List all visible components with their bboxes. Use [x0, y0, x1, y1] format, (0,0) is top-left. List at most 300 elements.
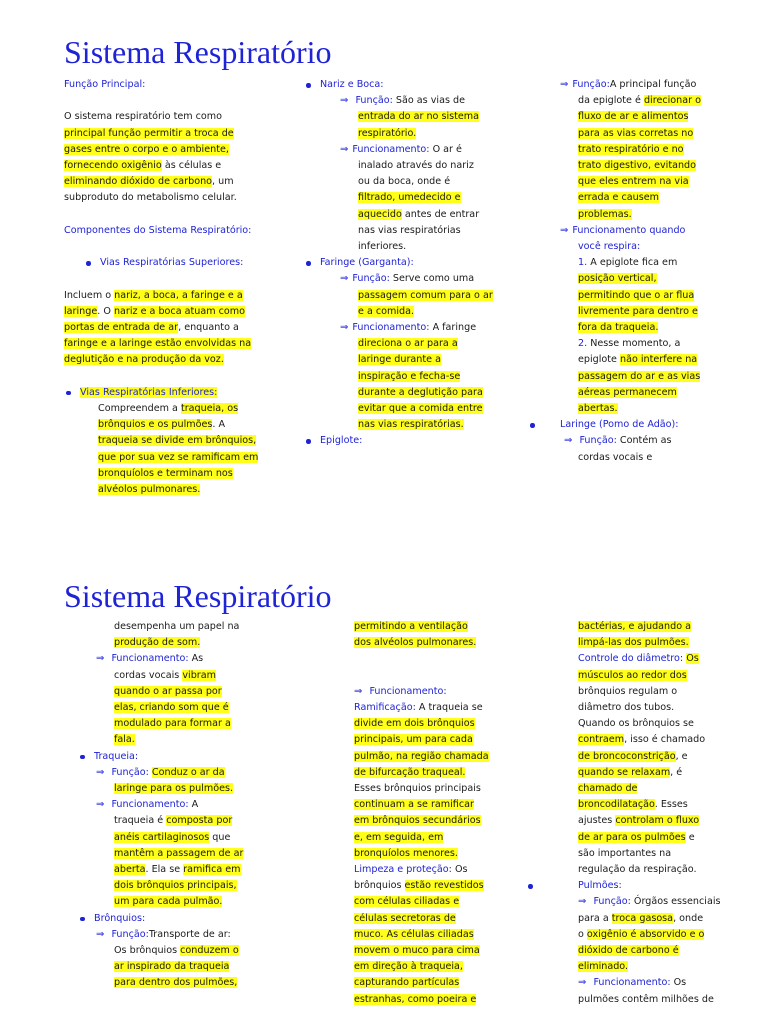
text-line: [80, 894, 280, 910]
text-run: fornecendo oxigênio: [64, 160, 162, 172]
text-line: [80, 862, 280, 878]
text-run: dois brônquios principais,: [114, 880, 237, 892]
text-run: A: [188, 799, 199, 811]
text-line: [64, 336, 274, 352]
text-run: eliminado.: [578, 961, 629, 973]
text-run: Conduz o ar da: [151, 766, 225, 778]
text-run: direciona o ar para a: [358, 338, 458, 350]
text-run: principal função permitir a troca de: [64, 127, 234, 139]
text-line: [560, 417, 720, 433]
column-2: [306, 77, 502, 450]
text-line: [306, 255, 502, 271]
text-line: [578, 651, 728, 667]
text-line: [578, 684, 728, 700]
text-run: com células ciliadas e: [354, 896, 460, 908]
text-run: em brônquios secundários: [354, 815, 481, 827]
text-run: passagem comum para o ar: [358, 289, 493, 301]
text-run: 1.: [578, 257, 588, 269]
text-run: bronquíolos menores.: [354, 847, 458, 859]
text-run: nariz, a boca, a faringe e a: [114, 289, 243, 301]
text-line: [560, 385, 720, 401]
text-run: eliminando dióxido de carbono: [64, 176, 213, 188]
text-line: [578, 635, 728, 651]
text-line: [560, 109, 720, 125]
text-line: [64, 352, 274, 368]
text-line: [354, 732, 494, 748]
text-run: Contém as: [616, 435, 672, 447]
text-run: epiglote: [578, 354, 620, 366]
text-line: [578, 813, 728, 829]
text-run: 2.: [578, 338, 588, 350]
text-run: muco. As células ciliadas: [354, 928, 474, 940]
text-run: Traqueia:: [94, 750, 139, 762]
page-2: [0, 512, 768, 1024]
text-run: ar inspirado da traqueia: [114, 961, 230, 973]
text-run: , onde: [673, 912, 704, 924]
bullet-icon: [80, 917, 85, 922]
text-run: inferiores.: [358, 241, 407, 253]
text-run: faringe e a laringe estão envolvidas na: [64, 338, 252, 350]
text-line: [80, 684, 280, 700]
text-line: [354, 797, 494, 813]
text-line: [80, 959, 280, 975]
text-run: limpá-las dos pulmões.: [578, 637, 689, 649]
text-line: [578, 797, 728, 813]
text-run: respiratório.: [358, 127, 417, 139]
text-run: Função:: [572, 79, 610, 90]
text-run: , é: [670, 766, 683, 778]
text-run: Função:: [108, 766, 149, 778]
text-line: [64, 288, 274, 304]
text-run: . Ela se: [145, 864, 184, 876]
text-run: células secretoras de: [354, 912, 456, 924]
text-line: [64, 223, 274, 239]
text-run: ramifica em: [183, 864, 241, 876]
text-run: contraem: [578, 734, 625, 746]
text-line: [354, 684, 494, 700]
text-line: [64, 158, 274, 174]
text-line: [306, 93, 502, 109]
text-line: [64, 190, 274, 206]
text-run: laringe: [64, 305, 98, 317]
text-run: fala.: [114, 734, 135, 746]
text-line: [560, 223, 720, 239]
text-run: músculos ao redor dos: [578, 669, 687, 681]
arrow-icon: ⇒: [340, 143, 349, 155]
text-run: Função:: [352, 273, 390, 285]
text-line: [560, 207, 720, 223]
text-line: [64, 304, 274, 320]
text-line: [560, 271, 720, 287]
text-run: broncodilatação: [578, 799, 655, 811]
text-run: Transporte de ar:: [148, 928, 231, 940]
text-run: anéis cartilaginosos: [114, 831, 210, 843]
text-run: produção de som.: [114, 637, 201, 649]
text-line: [306, 417, 502, 433]
text-run: não interfere na: [620, 354, 698, 366]
column-3: [560, 77, 720, 466]
text-run: traqueia é: [114, 815, 167, 827]
text-line: [306, 190, 502, 206]
text-run: desempenha um papel na: [114, 621, 240, 632]
text-run: e, em seguida, em: [354, 831, 444, 843]
bullet-icon: [306, 439, 311, 444]
text-line: [560, 126, 720, 142]
text-run: fluxo de ar e alimentos: [578, 111, 689, 123]
arrow-icon: ⇒: [354, 685, 363, 697]
text-line: [560, 320, 720, 336]
text-line: [306, 385, 502, 401]
text-run: Os: [670, 977, 687, 989]
text-line: [64, 271, 274, 287]
text-run: modulado para formar a: [114, 718, 231, 730]
text-line: [578, 765, 728, 781]
text-line: [306, 239, 502, 255]
text-run: evitar que a comida entre: [358, 403, 483, 415]
text-run: um para cada pulmão.: [114, 896, 223, 908]
text-run: Funcionamento:: [108, 799, 189, 811]
text-line: [306, 158, 502, 174]
text-line: [306, 336, 502, 352]
text-run: cordas vocais e: [578, 451, 653, 463]
text-run: vibram: [182, 669, 216, 681]
bullet-icon: [306, 261, 311, 266]
text-run: e a comida.: [358, 305, 415, 317]
text-run: São as vias de: [392, 95, 465, 107]
text-line: [354, 927, 494, 943]
text-line: [354, 911, 494, 927]
text-line: [578, 781, 728, 797]
text-run: controlam o fluxo: [615, 815, 700, 827]
text-run: em direção à traqueia,: [354, 961, 463, 973]
text-run: para a: [578, 912, 612, 924]
text-line: [578, 878, 728, 894]
arrow-icon: ⇒: [560, 79, 569, 90]
text-line: [80, 635, 280, 651]
text-run: Compreendem a: [98, 403, 181, 415]
text-line: [354, 813, 494, 829]
text-line: [64, 142, 274, 158]
text-run: posição vertical,: [578, 273, 657, 285]
text-run: dióxido de carbono é: [578, 945, 679, 957]
text-line: [578, 943, 728, 959]
text-line: [560, 77, 720, 93]
text-line: [560, 352, 720, 368]
text-run: bronquíolos e terminam nos: [98, 467, 233, 479]
text-line: [64, 126, 274, 142]
text-run: nariz e a boca atuam como: [113, 305, 245, 317]
page-title: Sistema Respiratório: [64, 34, 332, 70]
text-run: traqueia se divide em brônquios,: [98, 435, 257, 447]
text-run: , um: [212, 176, 234, 188]
text-line: [354, 862, 494, 878]
text-line: [560, 93, 720, 109]
text-line: [578, 716, 728, 732]
text-line: [354, 846, 494, 862]
text-line: [578, 749, 728, 765]
text-line: [578, 992, 728, 1008]
text-run: capturando partículas: [354, 977, 460, 989]
text-run: Brônquios:: [94, 912, 146, 924]
text-run: Epiglote:: [320, 435, 363, 447]
text-line: [80, 619, 280, 635]
text-run: Função Principal:: [64, 79, 146, 90]
bullet-icon: [528, 884, 533, 889]
text-line: [560, 174, 720, 190]
text-run: regulação da respiração.: [578, 864, 697, 876]
text-run: Funcionamento:: [352, 322, 430, 334]
text-line: [64, 401, 274, 417]
text-run: Incluem o: [64, 289, 115, 301]
text-line: [306, 174, 502, 190]
text-run: brônquios regulam o: [578, 685, 678, 697]
bullet-icon: [86, 261, 91, 266]
text-run: permitindo que o ar flua: [578, 289, 695, 301]
text-run: Nesse momento, a: [587, 338, 681, 350]
text-line: [354, 878, 494, 894]
text-line: [64, 417, 274, 433]
text-run: Funcionamento quando: [572, 224, 686, 236]
text-run: Ramificação:: [354, 702, 416, 714]
text-line: [354, 765, 494, 781]
text-line: [354, 651, 494, 667]
text-run: às células e: [161, 160, 222, 172]
page-title: Sistema Respiratório: [64, 578, 332, 614]
text-run: pulmão, na região chamada: [354, 750, 489, 762]
text-line: [578, 975, 728, 991]
text-run: A principal função: [609, 79, 697, 90]
bullet-icon: [66, 391, 71, 396]
text-line: [80, 927, 280, 943]
text-run: permitindo a ventilação: [354, 621, 468, 632]
text-run: entrada do ar no sistema: [358, 111, 480, 123]
text-line: [560, 190, 720, 206]
text-run: problemas.: [578, 208, 632, 220]
text-line: [64, 174, 274, 190]
text-run: Funcionamento:: [108, 653, 189, 665]
text-line: [354, 619, 494, 635]
text-line: [354, 959, 494, 975]
text-line: [80, 975, 280, 991]
text-line: [64, 93, 274, 109]
arrow-icon: ⇒: [340, 273, 349, 285]
text-run: , isso é chamado: [624, 734, 706, 746]
text-line: [578, 862, 728, 878]
text-line: [354, 700, 494, 716]
text-run: elas, criando som que é: [114, 702, 229, 714]
text-run: principais, um para cada: [354, 734, 473, 746]
arrow-icon: ⇒: [578, 977, 587, 989]
text-line: [354, 668, 494, 684]
text-line: [306, 77, 502, 93]
text-line: [306, 352, 502, 368]
text-run: Laringe (Pomo de Adão):: [560, 419, 679, 431]
text-run: Componentes do Sistema Respiratório:: [64, 224, 252, 236]
text-line: [578, 668, 728, 684]
text-line: [560, 255, 720, 271]
text-line: [64, 320, 274, 336]
text-line: [560, 158, 720, 174]
text-run: , enquanto a: [178, 322, 239, 334]
text-line: [306, 288, 502, 304]
arrow-icon: ⇒: [560, 224, 569, 236]
text-run: aéreas permanecem: [578, 386, 677, 398]
text-run: O ar é: [429, 143, 462, 155]
text-run: Pulmões:: [578, 880, 622, 892]
arrow-icon: ⇒: [340, 95, 349, 107]
text-run: Quando os brônquios se: [578, 718, 694, 730]
text-run: troca gasosa: [611, 912, 674, 924]
text-run: Função:: [576, 435, 617, 447]
text-run: portas de entrada de ar: [64, 322, 179, 334]
text-line: [578, 959, 728, 975]
text-run: alvéolos pulmonares.: [98, 484, 201, 496]
text-run: oxigênio é absorvido e o: [586, 928, 705, 940]
text-run: livremente para dentro e: [578, 305, 698, 317]
text-line: [354, 975, 494, 991]
text-run: trato respiratório e no: [578, 143, 684, 155]
text-run: cordas vocais: [114, 669, 183, 681]
text-run: composta por: [166, 815, 233, 827]
text-line: [80, 846, 280, 862]
text-line: [578, 911, 728, 927]
text-run: brônquios e os pulmões: [98, 419, 213, 431]
text-line: [80, 878, 280, 894]
text-line: [80, 668, 280, 684]
text-run: Função:: [590, 896, 631, 908]
text-line: [80, 797, 280, 813]
text-line: [64, 77, 274, 93]
arrow-icon: ⇒: [96, 653, 105, 665]
column-1: [64, 77, 274, 498]
text-run: . Esses: [654, 799, 688, 811]
text-run: o: [578, 928, 587, 940]
text-line: [80, 911, 280, 927]
text-run: que por sua vez se ramificam em: [98, 451, 259, 463]
text-run: quando o ar passa por: [114, 685, 222, 697]
text-run: diâmetro dos tubos.: [578, 702, 675, 714]
bullet-icon: [80, 755, 85, 760]
text-run: , e: [675, 750, 688, 762]
text-run: de bifurcação traqueal.: [354, 766, 466, 778]
text-run: Controle do diâmetro:: [578, 653, 684, 665]
text-line: [306, 320, 502, 336]
text-run: subproduto do metabolismo celular.: [64, 192, 237, 204]
text-line: [354, 635, 494, 651]
arrow-icon: ⇒: [340, 322, 349, 334]
text-run: conduzem o: [180, 945, 239, 957]
text-run: Nariz e Boca:: [320, 79, 384, 90]
text-line: [354, 894, 494, 910]
text-run: Funcionamento:: [590, 977, 671, 989]
text-run: dos alvéolos pulmonares.: [354, 637, 477, 649]
text-run: A traqueia se: [415, 702, 483, 714]
text-run: Os brônquios: [114, 945, 181, 957]
text-run: deglutição e na produção da voz.: [64, 354, 224, 366]
text-line: [64, 450, 274, 466]
text-run: Função:: [352, 95, 393, 107]
text-run: que eles entrem na via: [578, 176, 689, 188]
text-line: [306, 433, 502, 449]
text-line: [354, 943, 494, 959]
text-run: Funcionamento:: [366, 685, 447, 697]
text-line: [578, 846, 728, 862]
text-run: ou da boca, onde é: [358, 176, 451, 188]
text-line: [64, 369, 274, 385]
text-line: [354, 781, 494, 797]
text-run: Vias Respiratórias Superiores:: [100, 257, 244, 269]
text-run: estão revestidos: [404, 880, 484, 892]
text-run: quando se relaxam: [578, 766, 671, 778]
text-line: [80, 716, 280, 732]
text-run: antes de entrar: [401, 208, 480, 220]
text-run: laringe durante a: [358, 354, 441, 366]
bullet-icon: [530, 423, 535, 428]
text-run: direcionar o: [643, 95, 701, 107]
text-run: Faringe (Garganta):: [320, 257, 414, 269]
text-run: A epiglote fica em: [587, 257, 678, 269]
text-run: e: [685, 831, 695, 843]
text-run: de ar para os pulmões: [578, 831, 686, 843]
text-run: Função:: [108, 928, 149, 940]
text-run: mantêm a passagem de ar: [114, 847, 244, 859]
text-line: [64, 433, 274, 449]
text-run: durante a deglutição para: [358, 386, 483, 398]
arrow-icon: ⇒: [96, 766, 105, 778]
text-line: [306, 142, 502, 158]
text-run: aberta: [114, 864, 146, 876]
text-line: [560, 450, 720, 466]
text-run: Limpeza e proteção:: [354, 864, 452, 876]
text-run: ajustes: [578, 815, 616, 827]
text-line: [64, 207, 274, 223]
text-run: nas vias respiratórias.: [358, 419, 464, 431]
text-run: traqueia, os: [180, 403, 239, 415]
text-run: divide em dois brônquios: [354, 718, 475, 730]
text-line: [578, 830, 728, 846]
text-line: [354, 716, 494, 732]
text-run: de broncoconstrição: [578, 750, 676, 762]
text-run: bactérias, e ajudando a: [578, 621, 692, 632]
text-line: [560, 288, 720, 304]
text-line: [80, 830, 280, 846]
text-line: [578, 732, 728, 748]
text-run: continuam a se ramificar: [354, 799, 474, 811]
text-line: [578, 700, 728, 716]
text-line: [560, 369, 720, 385]
text-line: [560, 336, 720, 352]
text-line: [80, 749, 280, 765]
text-run: passagem do ar e as vias: [578, 370, 701, 382]
text-run: da epiglote é: [578, 95, 644, 107]
text-line: [80, 943, 280, 959]
text-line: [306, 401, 502, 417]
text-run: que: [209, 831, 231, 843]
text-run: Funcionamento:: [352, 143, 430, 155]
text-line: [306, 207, 502, 223]
text-line: [560, 239, 720, 255]
text-line: [80, 700, 280, 716]
text-line: [306, 271, 502, 287]
text-run: movem o muco para cima: [354, 945, 480, 957]
text-line: [64, 466, 274, 482]
text-run: estranhas, como poeira e: [354, 993, 477, 1005]
text-line: [578, 619, 728, 635]
text-run: pulmões contêm milhões de: [578, 993, 714, 1005]
text-line: [80, 732, 280, 748]
text-line: [306, 126, 502, 142]
text-line: [64, 482, 274, 498]
